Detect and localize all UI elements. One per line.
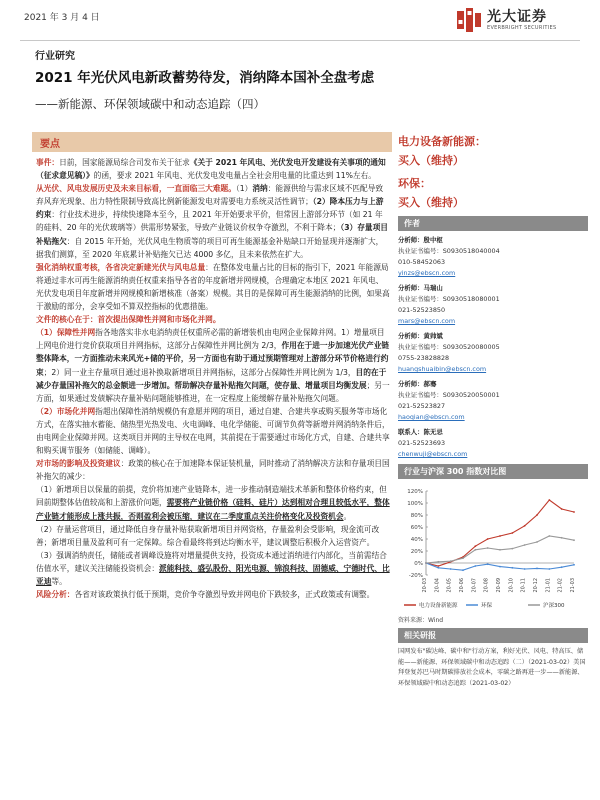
- x-tick-label: 21-03: [570, 578, 576, 593]
- everbright-logo-icon: [456, 7, 482, 33]
- page-subtitle: ——新能源、环保领域碳中和动态追踪（四）: [35, 97, 265, 111]
- y-tick-label: 80%: [410, 513, 423, 519]
- guaranteed-grid-text-1: 指各地落实非水电消纳责任权重所必需的新增装机由电网企业保障并网。1）增量项目上网电价进行竞价获取项目并网指标，这部分占保障性并网比例为 2/3，: [36, 328, 385, 351]
- analyst-email-link[interactable]: yinzs@ebscn.com: [398, 269, 456, 277]
- guaranteed-grid-text-3: ；另一方面，如果通过发债解决存量补贴问题能够推进，在一定程度上能缓解存量补贴拖欠问题。: [36, 380, 390, 403]
- related-reports-header: 相关研报: [398, 628, 588, 643]
- data-point: [425, 562, 427, 564]
- market-grid-paragraph: [36, 405, 390, 457]
- x-tick-label: 21-01: [545, 578, 552, 593]
- guaranteed-grid-paragraph: [36, 326, 390, 405]
- data-point: [450, 560, 452, 562]
- page-title: 2021 年光伏风电新政蓄势待发，消纳降本国补全盘考虑: [35, 70, 375, 86]
- analyst-phone: 021-52523827: [398, 402, 446, 410]
- core-paragraph: [36, 313, 390, 326]
- advice-2-paragraph: （2）存量运营项目，通过降低自身存量补贴获取新增项目并网资格，存量盈利会受影响，现金流可改善；新增项目量及盈利可有一定保障。综合看最终将到达均衡水平，建议调整后积极介入运营资产。: [36, 524, 380, 547]
- header-divider: [20, 40, 580, 41]
- data-point: [524, 544, 526, 546]
- impact-paragraph: [36, 457, 390, 483]
- data-point: [536, 514, 538, 516]
- challenge-1-title: 消纳: [252, 184, 268, 194]
- data-point: [548, 499, 550, 501]
- analyst-email-link[interactable]: mars@ebscn.com: [398, 317, 456, 325]
- event-text-2: 的函，要求 2021 年风电、光伏发电发电量占全社会用电量的比重达到 11%左右。: [93, 171, 376, 181]
- analyst-card: [398, 283, 588, 327]
- analyst-card: [398, 331, 588, 375]
- legend-label: 电力设备新能源: [419, 603, 458, 609]
- challenge-3-title: （3）存量项目补贴拖欠: [36, 223, 388, 246]
- challenge-1-number: （1）: [235, 184, 253, 194]
- logo-name: 光大证券: [487, 8, 547, 25]
- data-point: [474, 545, 476, 547]
- analyst-name: 分析师：黄帅斌: [398, 332, 443, 340]
- data-point: [487, 538, 489, 540]
- report-body: [36, 156, 390, 601]
- data-point: [511, 567, 513, 569]
- data-point: [548, 535, 550, 537]
- guaranteed-grid-text-2: ；2）同一业主存量项目通过退补换取新增项目并网指标，这部分占保障性并网比例为 1/3，: [43, 367, 356, 377]
- analysts-section-header: 作者: [398, 216, 588, 231]
- analyst-name: 分析师：马瑞山: [398, 284, 443, 292]
- data-point: [536, 541, 538, 543]
- rating-electric: [398, 132, 588, 170]
- data-point: [462, 569, 464, 571]
- data-point: [511, 532, 513, 534]
- data-point: [573, 511, 575, 513]
- analyst-phone: 021-52523850: [398, 306, 446, 314]
- data-point: [536, 568, 538, 570]
- brand-logo: [456, 2, 586, 38]
- analyst-email-link[interactable]: huangshuaibin@ebscn.com: [398, 365, 487, 373]
- data-point: [561, 566, 563, 568]
- quota-heading: 强化消纳权重考核，各省决定新建光伏与风电总量: [36, 262, 206, 272]
- analyst-cert: 执业证书编号：S0930518080001: [398, 295, 500, 303]
- analyst-cert: 执业证书编号：S0930520080005: [398, 343, 500, 351]
- data-point: [573, 539, 575, 541]
- impact-heading: 对市场的影响及投资建议: [36, 459, 121, 469]
- chart-source: 资料来源：Wind: [398, 617, 444, 624]
- guaranteed-grid-bold-2: 目的在于减少存量国补拖欠的总金额进一步增加。帮助解决存量补贴拖欠问题，使存量、增量项目均衡发展: [36, 367, 387, 390]
- advice-1-end: 。: [343, 511, 352, 521]
- data-point: [474, 549, 476, 551]
- y-tick-label: -20%: [408, 573, 423, 579]
- series-line-0: [426, 500, 574, 566]
- y-tick-label: 40%: [410, 537, 423, 543]
- challenges-paragraph: [36, 182, 390, 261]
- analyst-name: 分析师：殷中枢: [398, 236, 443, 244]
- advice-1-bold: 需要将产业链价格（硅料、硅片）达到相对合理且较低水平，整体产业链才能形成上涨共振，否则盈利会被压缩，建议在二季度重点关注价格变化及投资机会: [36, 498, 390, 521]
- chart-svg: [398, 483, 578, 613]
- challenge-2-title: （2）降本压力与上游约束: [36, 197, 384, 220]
- data-point: [487, 547, 489, 549]
- advice-3-text: （3）强调消纳责任，储能或者调峰设施将对增量提供支持，投资成本通过消纳进行内部化，当前需结合估值水平，建议关注储能投资机会：: [36, 550, 387, 573]
- data-point: [561, 537, 563, 539]
- stock-picks: 派能科技、盛弘股份、阳光电源、锦浪科技、固德威、宁德时代、比亚迪: [36, 563, 390, 586]
- data-point: [548, 568, 550, 570]
- event-label: 事件：: [36, 158, 60, 167]
- data-point: [462, 557, 464, 559]
- legend-label: 沪深300: [543, 603, 565, 609]
- quota-paragraph: [36, 261, 390, 313]
- rating-value: 买入（维持）: [398, 154, 464, 167]
- event-notice-title: 《关于 2021 年风电、光伏发电开发建设有关事项的通知（征求意见稿）》: [36, 158, 386, 181]
- x-tick-label: 21-02: [557, 578, 564, 593]
- data-point: [437, 561, 439, 563]
- y-tick-label: 0%: [414, 561, 423, 567]
- rating-value: 买入（维持）: [398, 196, 464, 209]
- data-point: [499, 535, 501, 537]
- contact-phone: 021-52523693: [398, 439, 446, 447]
- analyst-cert: 执业证书编号：S0930520050001: [398, 391, 500, 399]
- y-tick-label: 60%: [410, 525, 423, 531]
- impact-text: ：政策的核心在于加速降本保证装机量，同时推动了消纳解决方法和存量项目国补拖欠的减少：: [36, 459, 390, 482]
- market-grid-text: 指超出保障性消纳规模仍有意愿并网的项目，通过自建、合建共享或购买服务等市场化方式，在落实抽水蓄能、储热型光热发电、火电调峰、电化学储能、可调节负荷等新增并网消纳条件后，由电网企业保障并网。这类项目并网的主导权在电网，其前提在于需要通过市场化方式，自建、合建共享和购买调节服务（如储能、调峰）。: [36, 406, 390, 456]
- analyst-phone: 010-58452063: [398, 258, 446, 266]
- y-tick-label: 20%: [410, 549, 423, 555]
- analyst-card: [398, 235, 588, 279]
- x-tick-label: 20-04: [434, 578, 441, 593]
- keypoints-label: 要点: [40, 139, 60, 150]
- challenge-1-text: ：能源供给与需求区域不匹配导致弃风弃光现象、出力特性限制导致高比例新能源发电对需要电力系统灵活性调节；: [36, 184, 384, 207]
- advice-3-paragraph: [36, 549, 390, 588]
- data-point: [450, 568, 452, 570]
- challenge-3-text: ：自 2015 年开始，光伏风电生物质等的项目可再生能源基金补贴缺口开始显现并逐渐扩大，据我们测算，至 2020 年底累计补贴拖欠已达 4000 多亿，且未来依然在扩大。: [36, 236, 384, 259]
- challenges-heading: 从光伏、风电发展历史及未来目标看，一直面临三大难题。: [36, 184, 236, 194]
- x-tick-label: 20-05: [446, 578, 453, 593]
- x-tick-label: 20-07: [471, 578, 478, 593]
- data-point: [561, 508, 563, 510]
- analyst-phone: 0755-23828828: [398, 354, 450, 362]
- advice-1-text: （1）新增项目以保量的前提，竞价将加速产业链降本，进一步推动制造端技术革新和整体价格约束，但回前期整体估值较高和上游涨价问题，: [36, 485, 387, 508]
- rating-sector-label: 电力设备新能源：: [398, 135, 486, 148]
- x-tick-label: 20-06: [459, 578, 465, 593]
- related-reports-text[interactable]: 国网发布"碳达峰、碳中和"行动方案，利好光伏、风电、特高压、储能——新能源、环保领域碳中和动态追踪（二）（2021-03-02）美国拜登复苏巴马时期碳排放社会成本，零碳之路再进一步——新能源、环保领域碳中和动态追踪（2021-03-02）: [398, 648, 586, 687]
- event-text: 日前，国家能源局综合司发布关于征求: [59, 158, 190, 167]
- data-point: [487, 563, 489, 565]
- index-comparison-chart: [398, 483, 578, 613]
- chart-section-header: 行业与沪深 300 指数对比图: [398, 464, 588, 479]
- guaranteed-grid-bold-1: 作用在于进一步加速光伏产业链整体降本，一方面推动未来风光+储的平价，另一方面也有助于通过预期管理对上游部分环节价格进行约束: [36, 341, 390, 377]
- y-tick-label: 100%: [407, 501, 423, 507]
- x-tick-label: 20-09: [496, 578, 502, 593]
- x-tick-label: 20-11: [520, 578, 527, 593]
- data-point: [437, 567, 439, 569]
- x-tick-label: 20-08: [483, 578, 490, 593]
- quota-text: ：在整体发电量占比的目标的指引下，2021 年能源局将通过非水可再生能源消纳责任权重来指导各省的年度新增并网规模，合理确定本地区 2021 年风电、光伏发电项目年度新增并网规模和新增核准（备案）规模。其目的是保障可再生能源消纳的比例，如果高于激励的部分，会享受如不算双控指标的优惠措施。: [36, 262, 390, 312]
- data-point: [573, 564, 575, 566]
- logo-english: EVERBRIGHT SECURITIES: [487, 24, 557, 31]
- core-heading: 文件的核心在于：首次提出保障性并网和市场化并网。: [36, 315, 221, 325]
- data-point: [511, 548, 513, 550]
- contact-card: [398, 427, 588, 460]
- data-point: [524, 568, 526, 570]
- market-grid-heading: （2）市场化并网: [36, 406, 96, 416]
- report-date: 2021 年 3 月 4 日: [24, 13, 100, 23]
- contact-name: 联系人：陈无忌: [398, 428, 443, 436]
- data-point: [437, 565, 439, 567]
- data-point: [524, 525, 526, 527]
- advice-1-paragraph: [36, 483, 390, 522]
- challenge-2-text: ：行业技术进步，持续快速降本至今，且 2021 年开始要求平价，但常因上游部分环节（如 21 年的硅料、20 年的光伏玻璃等）供需形势紧张，导致产业链议价权争夺激烈，不利于降本；: [36, 210, 383, 233]
- y-tick-label: 120%: [407, 489, 423, 495]
- contact-email-link[interactable]: chenwuji@ebscn.com: [398, 450, 468, 458]
- risk-label: 风险分析：: [36, 590, 75, 600]
- x-tick-label: 20-10: [508, 578, 515, 593]
- data-point: [499, 566, 501, 568]
- sidebar: [398, 132, 588, 689]
- data-point: [474, 565, 476, 567]
- data-point: [499, 549, 501, 551]
- analyst-card: [398, 379, 588, 423]
- analyst-cert: 执业证书编号：S0930518040004: [398, 247, 500, 255]
- analyst-name: 分析师：郝骞: [398, 380, 437, 388]
- event-paragraph: [36, 156, 390, 182]
- keypoints-header-bar: [32, 132, 392, 152]
- legend-label: 环保: [481, 603, 493, 609]
- guaranteed-grid-heading: （1）保障性并网: [36, 328, 96, 338]
- analyst-email-link[interactable]: haoqian@ebscn.com: [398, 413, 465, 421]
- rating-sector-label: 环保：: [398, 177, 431, 190]
- x-tick-label: 20-12: [533, 578, 539, 593]
- risk-paragraph: [36, 588, 390, 601]
- advice-3-end: 等。: [51, 577, 67, 586]
- rating-environment: [398, 174, 588, 212]
- x-tick-label: 20-03: [422, 578, 428, 593]
- report-category: 行业研究: [35, 51, 75, 62]
- risk-text: 各省对该政策执行低于预期，竞价争夺激烈导致并网电价下跌较多，正式政策或有调整。: [74, 590, 375, 600]
